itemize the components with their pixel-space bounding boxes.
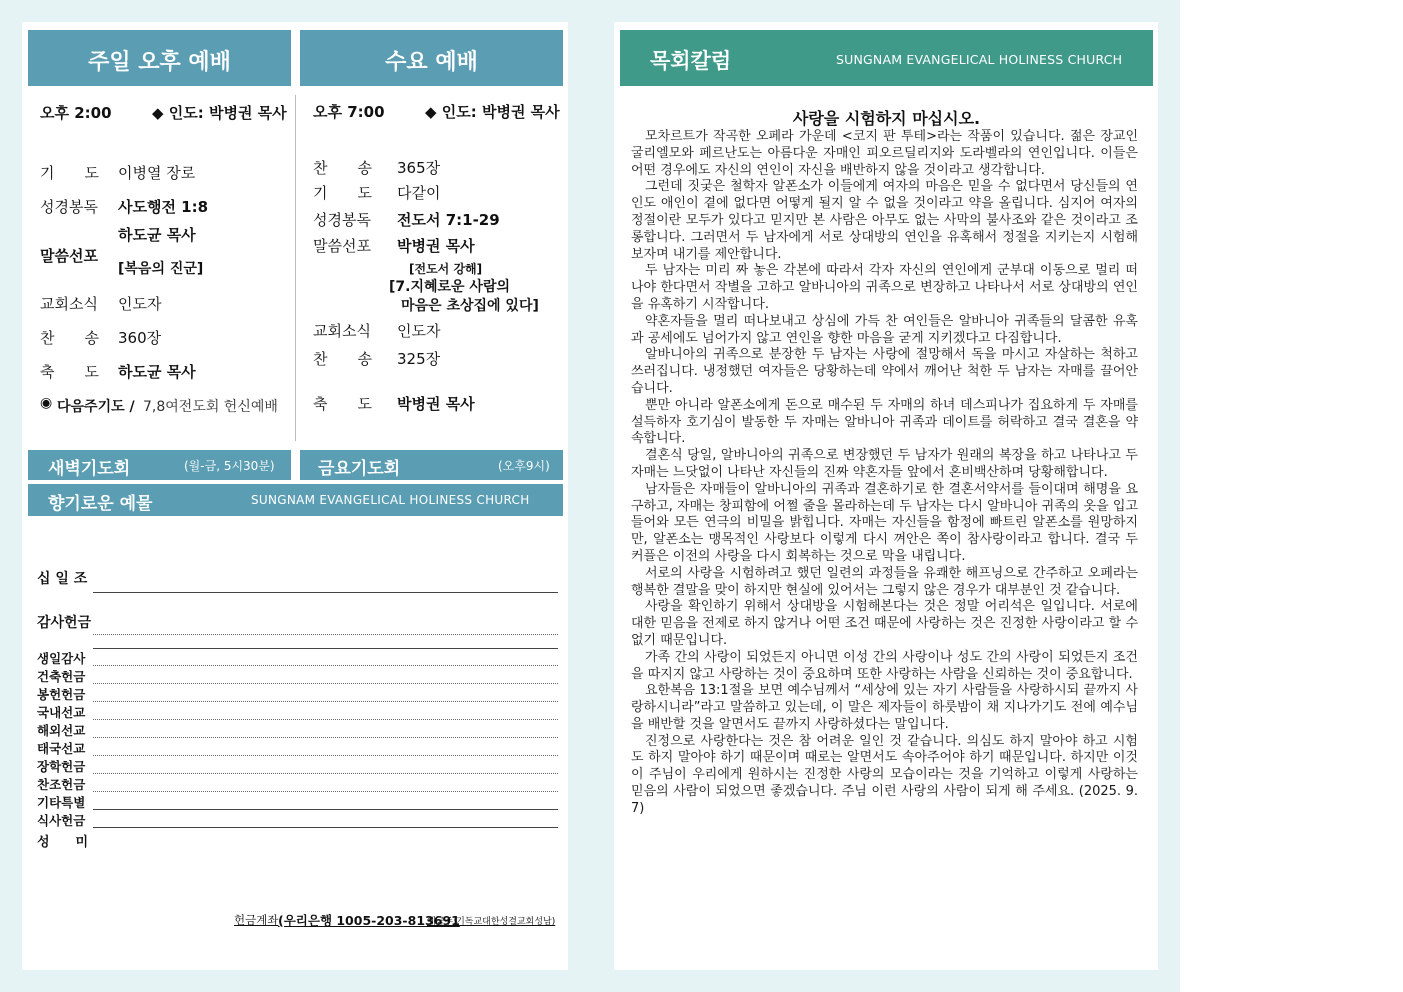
article-body xyxy=(631,129,1138,959)
row-label: 말씀선포 xyxy=(40,247,98,265)
row-value: 이병열 장로 xyxy=(118,164,196,182)
article-paragraph: 사랑을 확인하기 위해서 상대방을 시험해본다는 것은 정말 어리석은 일입니다. 서로에 대한 믿음을 전제로 하지 않거나 어떤 조건 때문에 사랑하는 것은 진정한 사랑이라고 할 수 없기 때문입니다. xyxy=(631,599,1138,648)
account-label: 헌금계좌 xyxy=(234,913,279,927)
column-church-name: SUNGNAM EVANGELICAL HOLINESS CHURCH xyxy=(836,52,1123,67)
offering-line xyxy=(93,701,558,702)
account-holder: 예금주:기독교대한성결교회성남) xyxy=(427,917,556,927)
row-value: 하도균 목사 xyxy=(118,363,196,381)
offering-line xyxy=(93,683,558,684)
sermon-series: [전도서 강해] xyxy=(409,262,483,276)
article-paragraph: 남자들은 자매들이 알바니아의 귀족과 결혼하기로 한 결혼서약서를 들이대며 해명을 요구하고, 자매는 창피함에 어쩔 줄을 몰라하는데 두 남자는 다시 알바니아 귀족의 옷을 입고 들어와 모든 연극의 비밀을 밝힙니다. 자매는 자신들을 함정에 빠트린 알폰소를 원망하지만, 알폰소는 맹목적인 사랑보다 이렇게 다시 껴안은 쪽이 참사랑이라고 합니다. 결국 두 커플은 이전의 사랑을 다시 회복하는 것으로 막을 내립니다. xyxy=(631,481,1138,564)
friday-prayer-time: (오후9시) xyxy=(498,459,550,473)
row-value: 인도자 xyxy=(397,322,441,340)
offering-item: 봉헌헌금 xyxy=(37,687,86,702)
article-paragraph: 알바니아의 귀족으로 분장한 두 남자는 사랑에 절망해서 독을 마시고 자살하는 척하고 쓰러집니다. 냉정했던 여자들은 당황하는데 약에서 깨어난 척한 두 남자는 자매를 끌어안습니다. xyxy=(631,347,1138,396)
article-paragraph: 두 남자는 미리 짜 놓은 각본에 따라서 각자 자신의 연인에게 군부대 이동으로 멀리 떠나야 한다면서 작별을 고하고 알바니아의 귀족으로 변장하고 나타나서 서로 상대방의 연인을 유혹하기 시작합니다. xyxy=(631,263,1138,312)
offering-line xyxy=(93,773,558,774)
offering-item: 장학헌금 xyxy=(37,759,86,774)
row-label: 말씀선포 xyxy=(313,237,371,255)
offering-item: 십 일 조 xyxy=(37,571,88,587)
row-label: 교회소식 xyxy=(40,295,98,313)
offering-item: 국내선교 xyxy=(37,705,86,720)
dawn-prayer-bar xyxy=(28,450,291,480)
sunday-pm-time: 오후 2:00 xyxy=(40,104,112,122)
row-value: 360장 xyxy=(118,329,162,347)
column-header-title: 목회칼럼 xyxy=(650,49,732,73)
row-label: 찬 송 xyxy=(313,350,372,368)
row-label: 축 도 xyxy=(313,395,372,413)
offering-line xyxy=(93,737,558,738)
offering-item: 감사헌금 xyxy=(37,615,92,631)
article-paragraph: 진정으로 사랑한다는 것은 참 어려운 일인 것 같습니다. 의심도 하지 말아야 하고 시험도 하지 말아야 하기 때문이며 때로는 알면서도 속아주어야 하기 때문입니다. 하지만 이것이 주님이 우리에게 원하시는 진정한 사랑의 모습이라는 것을 기억하고 이렇게 사랑하는 믿음의 사람이 되었으면 좋겠습니다. 주님 이런 사랑의 사람이 되게 해 주세요. (2025. 9. 7) xyxy=(631,733,1138,816)
sermon-title-line: [7.지혜로운 사람의 xyxy=(389,279,510,295)
friday-prayer-bar xyxy=(300,450,563,480)
offering-item: 태국선교 xyxy=(37,741,86,756)
dawn-prayer-time: (월-금, 5시30분) xyxy=(184,459,275,473)
article-paragraph: 뿐만 아니라 알폰소에게 돈으로 매수된 두 자매의 하녀 데스피나가 집요하게 두 자매를 설득하자 호기심이 발동한 두 자매는 알바니아 귀족과 데이트를 허락하고 결국 결혼을 약속합니다. xyxy=(631,397,1138,447)
row-value: 365장 xyxy=(397,159,441,177)
next-prayer-label: 다음주기도 / xyxy=(57,399,135,415)
row-label: 찬 송 xyxy=(313,159,372,177)
row-value: 전도서 7:1-29 xyxy=(397,211,500,229)
offering-church-name: SUNGNAM EVANGELICAL HOLINESS CHURCH xyxy=(251,493,530,507)
offering-item: 기타특별 xyxy=(37,795,86,810)
article-paragraph: 모차르트가 작곡한 오페라 가운데 <코지 판 투테>라는 작품이 있습니다. 젊은 장교인 굴리엘모와 페르난도는 아름다운 자매인 피오르딜리지와 도라벨라의 연인입니다. 이들은 어떤 경우에도 자신의 연인이 자신을 배반하지 않을 것이라고 생각합니다. xyxy=(631,129,1138,178)
article-paragraph: 서로의 사랑을 시험하려고 했던 일련의 과정들을 유쾌한 해프닝으로 간주하고 오페라는 행복한 결말을 맞이 하지만 현실에 있어서는 그렇지 않은 경우가 대부분인 것 같습니다. xyxy=(631,565,1138,598)
article-paragraph: 그런데 짓궂은 철학자 알폰소가 이들에게 여자의 마음은 믿을 수 없다면서 당신들의 연인도 애인이 곁에 없다면 어떻게 될지 알 수 없을 것이라고 약을 올립니다. 심지어 여자의 정절이란 모두가 있다고 믿지만 본 사람은 아무도 없는 사막의 불사조와 같은 것이라고 조롱합니다. 그러면서 두 남자에게 서로 상대방의 연인을 유혹해서 정절을 지키는지 시험해보자며 내기를 제안합니다. xyxy=(631,179,1138,262)
radio-bullet-icon: ◉ xyxy=(40,395,53,411)
row-value: 325장 xyxy=(397,350,441,368)
offering-item: 찬조헌금 xyxy=(37,777,86,792)
account-value: (우리은행 1005-203-813691 xyxy=(278,913,460,928)
column-divider xyxy=(295,95,296,441)
sunday-pm-title: 주일 오후 예배 xyxy=(88,50,231,75)
offering-line xyxy=(93,665,558,666)
row-value: 하도균 목사 xyxy=(118,226,196,244)
offering-item: 건축헌금 xyxy=(37,669,86,684)
row-label: 찬 송 xyxy=(40,329,99,347)
wednesday-header xyxy=(300,30,563,86)
column-header xyxy=(620,30,1153,86)
article-paragraph: 요한복음 13:1절을 보면 예수님께서 “세상에 있는 자기 사람들을 사랑하시되 끝까지 사랑하시니라”라고 말씀하고 있는데, 이 말은 제자들이 하룻밤이 채 지나가기도 전에 예수님을 배반할 것을 알면서도 끝까지 사랑하셨다는 말입니다. xyxy=(631,683,1138,732)
wednesday-leader: ◆ 인도: 박병권 목사 xyxy=(425,103,560,121)
sunday-pm-header xyxy=(28,30,291,86)
row-value: 박병권 목사 xyxy=(397,237,475,255)
dawn-prayer-title: 새벽기도회 xyxy=(48,459,131,479)
offering-item: 식사헌금 xyxy=(37,813,86,828)
offering-line xyxy=(93,648,558,649)
offering-line xyxy=(93,634,558,635)
offering-line xyxy=(93,827,558,828)
offering-line xyxy=(93,809,558,810)
row-label: 축 도 xyxy=(40,363,99,381)
offering-header xyxy=(28,484,563,516)
next-prayer-value: 7,8여전도회 헌신예배 xyxy=(143,399,278,415)
row-label: 기 도 xyxy=(313,184,372,202)
friday-prayer-title: 금요기도회 xyxy=(318,459,401,479)
row-label: 교회소식 xyxy=(313,322,371,340)
offering-item: 성 미 xyxy=(37,835,89,850)
row-value: 사도행전 1:8 xyxy=(118,198,209,216)
wednesday-title: 수요 예배 xyxy=(385,50,478,75)
article-title: 사랑을 시험하지 마십시오. xyxy=(792,109,981,128)
article-paragraph: 결혼식 당일, 알바니아의 귀족으로 변장했던 두 남자가 원래의 복장을 하고 나타나고 두 자매는 느닷없이 나타난 자신들의 진짜 약혼자들 앞에서 혼비백산하며 당황해합니다. xyxy=(631,448,1138,480)
offering-line xyxy=(93,719,558,720)
sermon-title: [복음의 진군] xyxy=(118,261,204,277)
offering-line xyxy=(93,755,558,756)
wednesday-time: 오후 7:00 xyxy=(313,103,385,121)
offering-title: 향기로운 예물 xyxy=(48,494,153,514)
row-label: 기 도 xyxy=(40,164,99,182)
offering-item: 해외선교 xyxy=(37,723,86,738)
row-label: 성경봉독 xyxy=(40,198,98,216)
offering-item: 생일감사 xyxy=(37,651,86,666)
row-value: 박병권 목사 xyxy=(397,395,475,413)
sermon-title-line: 마음은 초상집에 있다] xyxy=(401,298,539,314)
article-paragraph: 약혼자들을 멀리 떠나보내고 상심에 가득 찬 여인들은 알바니아 귀족들의 달콤한 유혹과 공세에도 넘어가지 않고 연인을 향한 마음을 굳게 지키겠다고 다짐합니다. xyxy=(631,313,1138,346)
sunday-pm-leader: ◆ 인도: 박병권 목사 xyxy=(152,104,287,122)
article-paragraph: 가족 간의 사랑이 되었든지 아니면 이성 간의 사랑이나 성도 간의 사랑이 되었든지 조건을 따지지 않고 사랑하는 것이 중요하며 또한 사랑하는 사람을 신뢰하는 것이 중요합니다. xyxy=(631,649,1138,682)
row-value: 다같이 xyxy=(397,184,441,202)
offering-line xyxy=(93,592,558,593)
offering-line xyxy=(93,791,558,792)
row-label: 성경봉독 xyxy=(313,211,371,229)
row-value: 인도자 xyxy=(118,295,162,313)
